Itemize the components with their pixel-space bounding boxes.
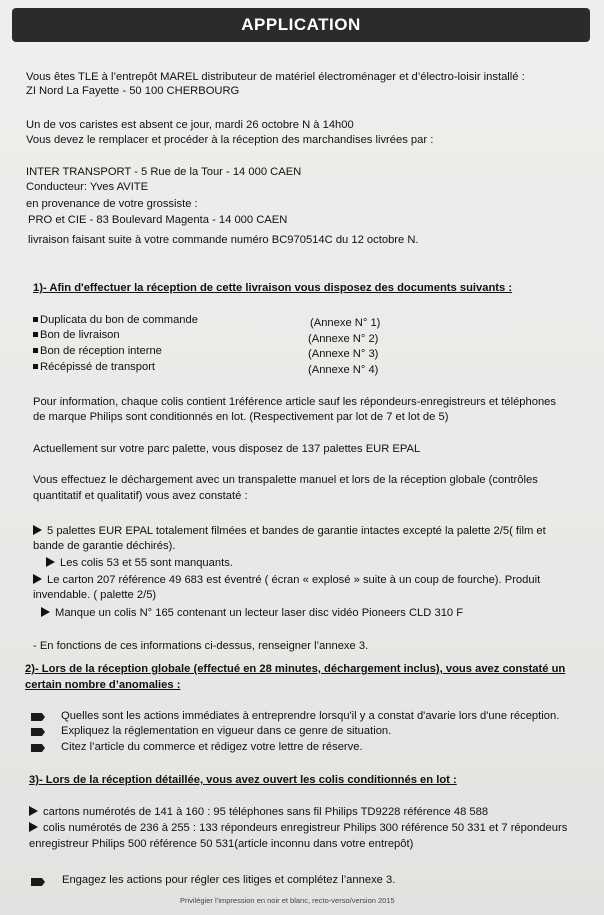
- unload-line-1: Vous effectuez le déchargement avec un transpalette manuel et lors de la réception globale (contrôles: [33, 474, 538, 486]
- finding-item: 5 palettes EUR EPAL totalement filmées et bandes de garantie intactes excepté la palette 2/5( film et: [33, 524, 546, 539]
- arrow-bullet-icon: [31, 744, 45, 752]
- task-item: Quelles sont les actions immédiates à entreprendre lorsqu'il y a constat d'avarie lors d'une réception.: [61, 710, 560, 722]
- annex-3-instruction: - En fonctions de ces informations ci-dessus, renseigner l’annexe 3.: [33, 640, 369, 652]
- document-annex: (Annexe N° 3): [308, 348, 379, 360]
- intro-line-1: Vous êtes TLE à l’entrepôt MAREL distributeur de matériel électroménager et d’électro-loisir installé :: [26, 71, 525, 83]
- detail-item-continued: enregistreur Philips 500 référence 50 531(article inconnu dans votre entrepôt): [29, 838, 414, 850]
- arrow-bullet-icon: [31, 728, 45, 736]
- intro-line-4: Vous devez le remplacer et procéder à la réception des marchandises livrées par :: [26, 134, 434, 146]
- footer-note: Privilégier l’impression en noir et blanc, recto-verso/version 2015: [180, 896, 395, 905]
- section-1-heading: 1)- Afin d'effectuer la réception de cette livraison vous disposez des documents suivants :: [33, 282, 513, 294]
- arrow-bullet-icon: [31, 713, 45, 721]
- document-item: Duplicata du bon de commande: [33, 313, 198, 328]
- document-item: Bon de réception interne: [33, 344, 162, 359]
- bullet-icon: [33, 332, 38, 337]
- final-task: Engagez les actions pour régler ces litiges et complétez l’annexe 3.: [62, 874, 396, 886]
- finding-item: Le carton 207 référence 49 683 est éventré ( écran « explosé » suite à un coup de fourche). Produit: [33, 573, 540, 588]
- finding-item-continued: invendable. ( palette 2/5): [33, 589, 157, 601]
- detail-item: cartons numérotés de 141 à 160 : 95 téléphones sans fil Philips TD9228 référence 48 588: [29, 805, 488, 820]
- bullet-icon: [33, 364, 38, 369]
- carrier-name: INTER TRANSPORT - 5 Rue de la Tour - 14 000 CAEN: [26, 166, 302, 178]
- info-line-2: de marque Philips sont conditionnés en lot. (Respectivement par lot de 7 et lot de 5): [33, 411, 449, 423]
- play-triangle-icon: [33, 525, 42, 535]
- bullet-icon: [33, 348, 38, 353]
- finding-item: Manque un colis N° 165 contenant un lecteur laser disc vidéo Pioneers CLD 310 F: [41, 606, 463, 621]
- intro-line-3: Un de vos caristes est absent ce jour, mardi 26 octobre N à 14h00: [26, 119, 354, 131]
- document-item: Bon de livraison: [33, 328, 120, 343]
- info-line-1: Pour information, chaque colis contient 1référence article sauf les répondeurs-enregistreurs et téléphones: [33, 396, 556, 408]
- order-reference: livraison faisant suite à votre commande numéro BC970514C du 12 octobre N.: [28, 234, 419, 246]
- play-triangle-icon: [33, 574, 42, 584]
- detail-item: colis numérotés de 236 à 255 : 133 répondeurs enregistreur Philips 300 référence 50 331 et 7 répondeurs: [29, 821, 567, 836]
- task-item: Expliquez la réglementation en vigueur dans ce genre de situation.: [61, 725, 392, 737]
- carrier-origin: en provenance de votre grossiste :: [26, 198, 198, 210]
- carrier-driver: Conducteur: Yves AVITE: [26, 181, 149, 193]
- page-title: APPLICATION: [12, 8, 590, 42]
- document-annex: (Annexe N° 4): [308, 364, 379, 376]
- intro-address: ZI Nord La Fayette - 50 100 CHERBOURG: [26, 85, 240, 97]
- document-item: Récépissé de transport: [33, 360, 155, 375]
- play-triangle-icon: [29, 822, 38, 832]
- finding-item: Les colis 53 et 55 sont manquants.: [46, 556, 233, 571]
- unload-line-2: quantitatif et qualitatif) vous avez constaté :: [33, 490, 248, 502]
- wholesaler-address: PRO et CIE - 83 Boulevard Magenta - 14 000 CAEN: [28, 214, 288, 226]
- section-2-heading: 2)- Lors de la réception globale (effectué en 28 minutes, déchargement inclus), vous avez constaté un: [25, 663, 566, 675]
- play-triangle-icon: [41, 607, 50, 617]
- play-triangle-icon: [29, 806, 38, 816]
- bullet-icon: [33, 317, 38, 322]
- document-annex: (Annexe N° 2): [308, 333, 379, 345]
- play-triangle-icon: [46, 557, 55, 567]
- arrow-bullet-icon: [31, 878, 45, 886]
- document-annex: (Annexe N° 1): [310, 317, 381, 329]
- finding-item-continued: bande de garantie déchirés).: [33, 540, 176, 552]
- section-3-heading: 3)- Lors de la réception détaillée, vous avez ouvert les colis conditionnés en lot :: [29, 774, 457, 786]
- pallet-stock: Actuellement sur votre parc palette, vous disposez de 137 palettes EUR EPAL: [33, 443, 421, 455]
- task-item: Citez l’article du commerce et rédigez votre lettre de réserve.: [61, 741, 363, 753]
- section-2-heading-continued: certain nombre d’anomalies :: [25, 679, 181, 691]
